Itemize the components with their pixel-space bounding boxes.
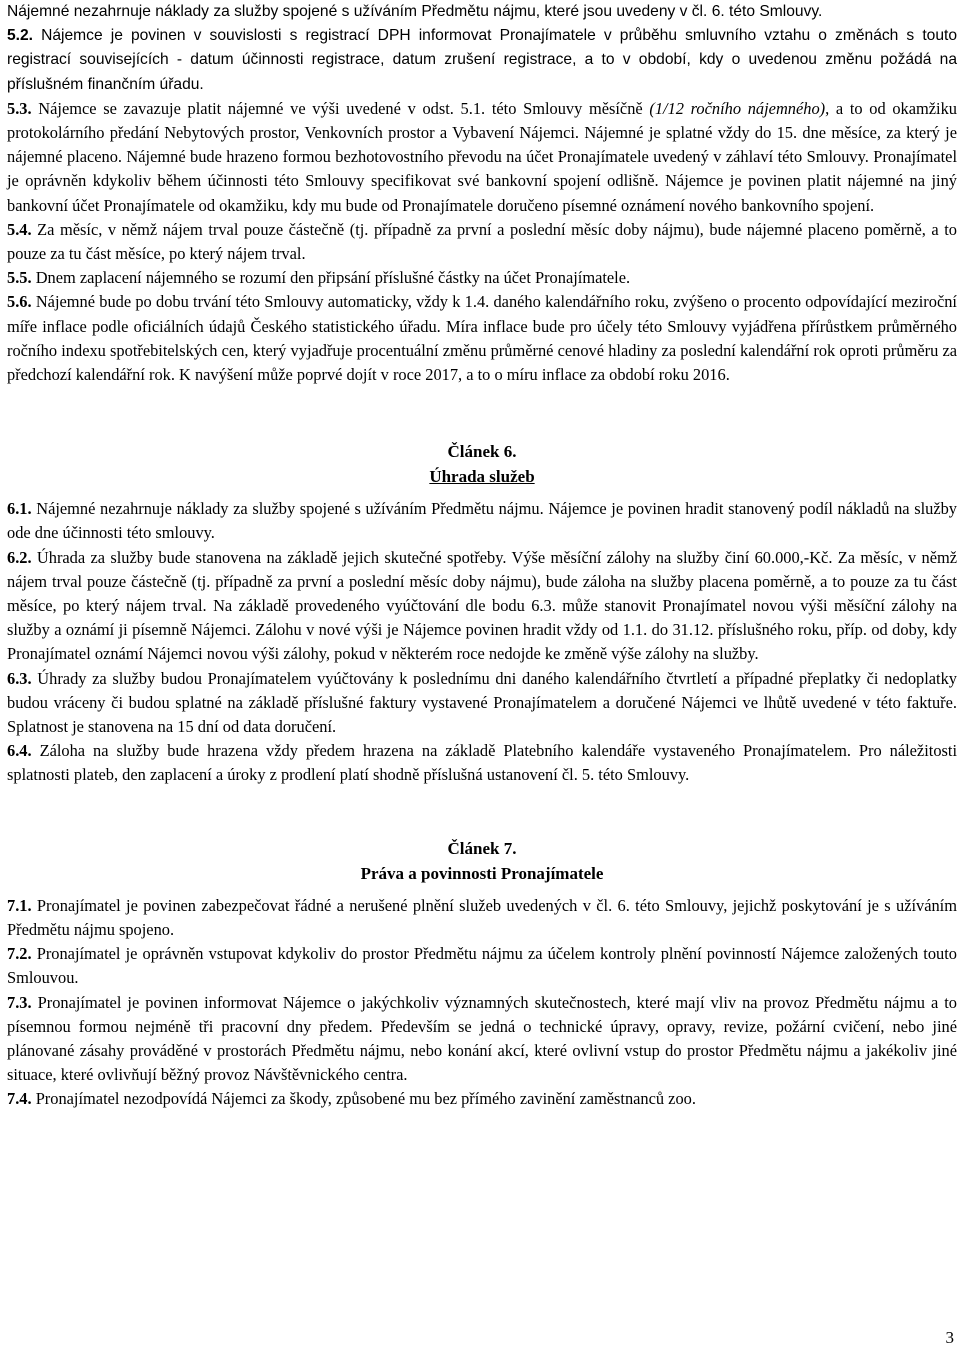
paragraph-6-4 bbox=[7, 739, 957, 787]
spacer bbox=[7, 788, 957, 836]
paragraph-number: 7.2. bbox=[7, 944, 32, 964]
paragraph-number: 6.4. bbox=[7, 741, 32, 761]
article-6-subtitle: Úhrada služeb bbox=[429, 467, 535, 487]
paragraph-text: Za měsíc, v němž nájem trval pouze částečně (tj. případně za první a poslední měsíc doby nájmu), bude nájemné placeno poměrně, a to pouze za tu část měsíce, po který nájem trval. bbox=[7, 219, 957, 264]
paragraph-text: Pronajímatel je povinen informovat Nájemce o jakýchkoliv významných skutečnostech, které mají vliv na provoz Předmětu nájmu a to písemnou formou nejméně tři pracovní dny předem. Především se jedná o technické úpravy, opravy, revize, požární cvičení, nebo jiné plánované zásahy prováděné v prostorách Předmětu nájmu, nebo konání akcí, které ovlivní vstup do prostor Předmětu nájmu a jakékoliv jiné situace, které ovlivňují běžný provoz Návštěvnického centra. bbox=[7, 992, 957, 1085]
paragraph-text: Nájemné bude po dobu trvání této Smlouvy automaticky, vždy k 1.4. daného kalendářního roku, zvýšeno o procento odpovídající meziroční míře inflace podle oficiálních údajů Českého statistického úřadu. Míra inflace bude pro účely této Smlouvy vyjádřena přírůstkem průměrného ročního indexu spotřebitelských cen, který vyjadřuje procentuální změnu průměrné cenové hladiny za poslední kalendářní rok oproti průměru za předchozí kalendářní rok. K navýšení může poprvé dojít v roce 2017, a to o míru inflace za období roku 2016. bbox=[7, 292, 957, 385]
paragraph-text: Pronajímatel je oprávněn vstupovat kdykoliv do prostor Předmětu nájmu za účelem kontroly plnění povinností Nájemce založených touto Smlouvou. bbox=[7, 944, 957, 988]
paragraph-5-6 bbox=[7, 290, 957, 387]
paragraph-5-3 bbox=[7, 97, 957, 218]
paragraph-text: Úhrada za služby bude stanovena na základě jejich skutečné spotřeby. Výše měsíční zálohy na služby činí 60.000,-Kč. Za měsíc, v němž nájem trval pouze částečně (tj. případně za první a poslední měsíc doby nájmu), bude záloha na služby placena poměrně, a to pouze za tu část měsíce, po který nájem trval. Na základě provedeného vyúčtování dle bodu 6.3. může stanovit Pronajímatel novou výši měsíční zálohy na služby a oznámí ji písemně Nájemci. Zálohu v nové výši je Nájemce povinen hradit vždy od 1.1. do 31.12. příslušného roku, příp. od doby, kdy Pronajímatel oznámí Nájemci novou výši zálohy, pokud v některém roce nedojde ke změně výše zálohy na služby. bbox=[7, 547, 957, 664]
spacer bbox=[7, 886, 957, 894]
paragraph-text-italic: (1/12 ročního nájemného) bbox=[649, 98, 826, 118]
paragraph-7-4 bbox=[7, 1087, 957, 1111]
page-number: 3 bbox=[945, 1328, 954, 1347]
paragraph-text: Nájemce je povinen v souvislosti s registrací DPH informovat Pronajímatele v průběhu smluvního vztahu o změnách s touto registrací souvisejících - datum účinnosti registrace, datum zrušení registrace, a to v období, kdy o uvedenou změnu požádá na příslušném finančním úřadu. bbox=[7, 27, 957, 93]
paragraph-number: 7.3. bbox=[7, 992, 32, 1012]
paragraph-text: Nájemce se zavazuje platit nájemné ve výši uvedené v odst. 5.1. této Smlouvy měsíčně bbox=[31, 98, 650, 118]
paragraph-number: 6.2. bbox=[7, 547, 32, 567]
paragraph-7-3 bbox=[7, 991, 957, 1088]
paragraph-text: Pronajímatel je povinen zabezpečovat řádné a nerušené plnění služeb uvedených v čl. 6. této Smlouvy, jejichž poskytování je s užíváním Předmětu nájmu spojeno. bbox=[7, 895, 957, 939]
article-6-title: Článek 6. bbox=[447, 442, 517, 462]
paragraph-number: 6.3. bbox=[7, 668, 32, 688]
paragraph-number: 5.2. bbox=[7, 27, 34, 45]
paragraph-text: Záloha na služby bude hrazena vždy předem hrazena na základě Platebního kalendáře vystaveného Pronajímatelem. Pro náležitosti splatnosti plateb, den zaplacení a úroky z prodlení platí shodně příslušná ustanovení čl. 5. této Smlouvy. bbox=[7, 741, 957, 785]
paragraph-7-2 bbox=[7, 942, 957, 990]
paragraph-number: 6.1. bbox=[7, 499, 32, 519]
paragraph-text: , a to od okamžiku protokolárního předání Nebytových prostor, Venkovních prostor a Vybavení Nájemci. Nájemné je splatné vždy do 15. dne měsíce, za který je nájemné placeno. Nájemné bude hrazeno formou bezhotovostního převodu na účet Pronajímatele uvedený v záhlaví této Smlouvy. Pronajímatel je oprávněn kdykoliv během účinnosti této Smlouvy specifikovat své bankovní spojení odlišně. Nájemce je povinen platit nájemné na jiný bankovní účet Pronajímatele od okamžiku, kdy mu bude od Pronajímatele doručeno písemné oznámení nového bankovního spojení. bbox=[7, 98, 957, 215]
document-page bbox=[7, 0, 957, 1112]
paragraph-number: 5.5. bbox=[7, 268, 32, 288]
paragraph-number: 5.6. bbox=[7, 292, 32, 312]
paragraph-number: 5.4. bbox=[7, 219, 32, 239]
paragraph-6-1 bbox=[7, 497, 957, 545]
paragraph-5-4 bbox=[7, 218, 957, 266]
spacer bbox=[7, 489, 957, 497]
paragraph-text: Pronajímatel nezodpovídá Nájemci za škody, způsobené mu bez přímého zavinění zaměstnanců zoo. bbox=[31, 1089, 696, 1109]
paragraph-5-5 bbox=[7, 266, 957, 290]
paragraph-text: Nájemné nezahrnuje náklady za služby spojené s užíváním Předmětu nájmu. Nájemce je povinen hradit stanovený podíl nákladů na služby ode dne účinnosti této smlouvy. bbox=[7, 499, 957, 543]
paragraph-text: Dnem zaplacení nájemného se rozumí den připsání příslušné částky na účet Pronajímatele. bbox=[31, 268, 631, 288]
paragraph-number: 5.3. bbox=[7, 98, 32, 118]
paragraph-6-3 bbox=[7, 667, 957, 740]
spacer bbox=[7, 387, 957, 439]
article-7-subtitle: Práva a povinnosti Pronajímatele bbox=[360, 863, 604, 883]
paragraph-6-2 bbox=[7, 546, 957, 667]
paragraph-5-2 bbox=[7, 24, 957, 97]
article-7-title: Článek 7. bbox=[447, 838, 517, 858]
paragraph-number: 7.4. bbox=[7, 1089, 32, 1109]
paragraph-number: 7.1. bbox=[7, 895, 32, 915]
paragraph-text: Úhrady za služby budou Pronajímatelem vyúčtovány k poslednímu dni daného kalendářního čtvrtletí a případné přeplatky či nedoplatky budou vráceny či budou splatné na základě příslušné faktury vystavené Pronajímatelem a doručené Nájemci ve lhůtě uvedené v této faktuře. Splatnost je stanovena na 15 dní od data doručení. bbox=[7, 668, 957, 737]
paragraph-5-1-continuation: Nájemné nezahrnuje náklady za služby spojené s užíváním Předmětu nájmu, které jsou uvedeny v čl. 6. této Smlouvy. bbox=[7, 3, 823, 20]
paragraph-7-1 bbox=[7, 894, 957, 942]
